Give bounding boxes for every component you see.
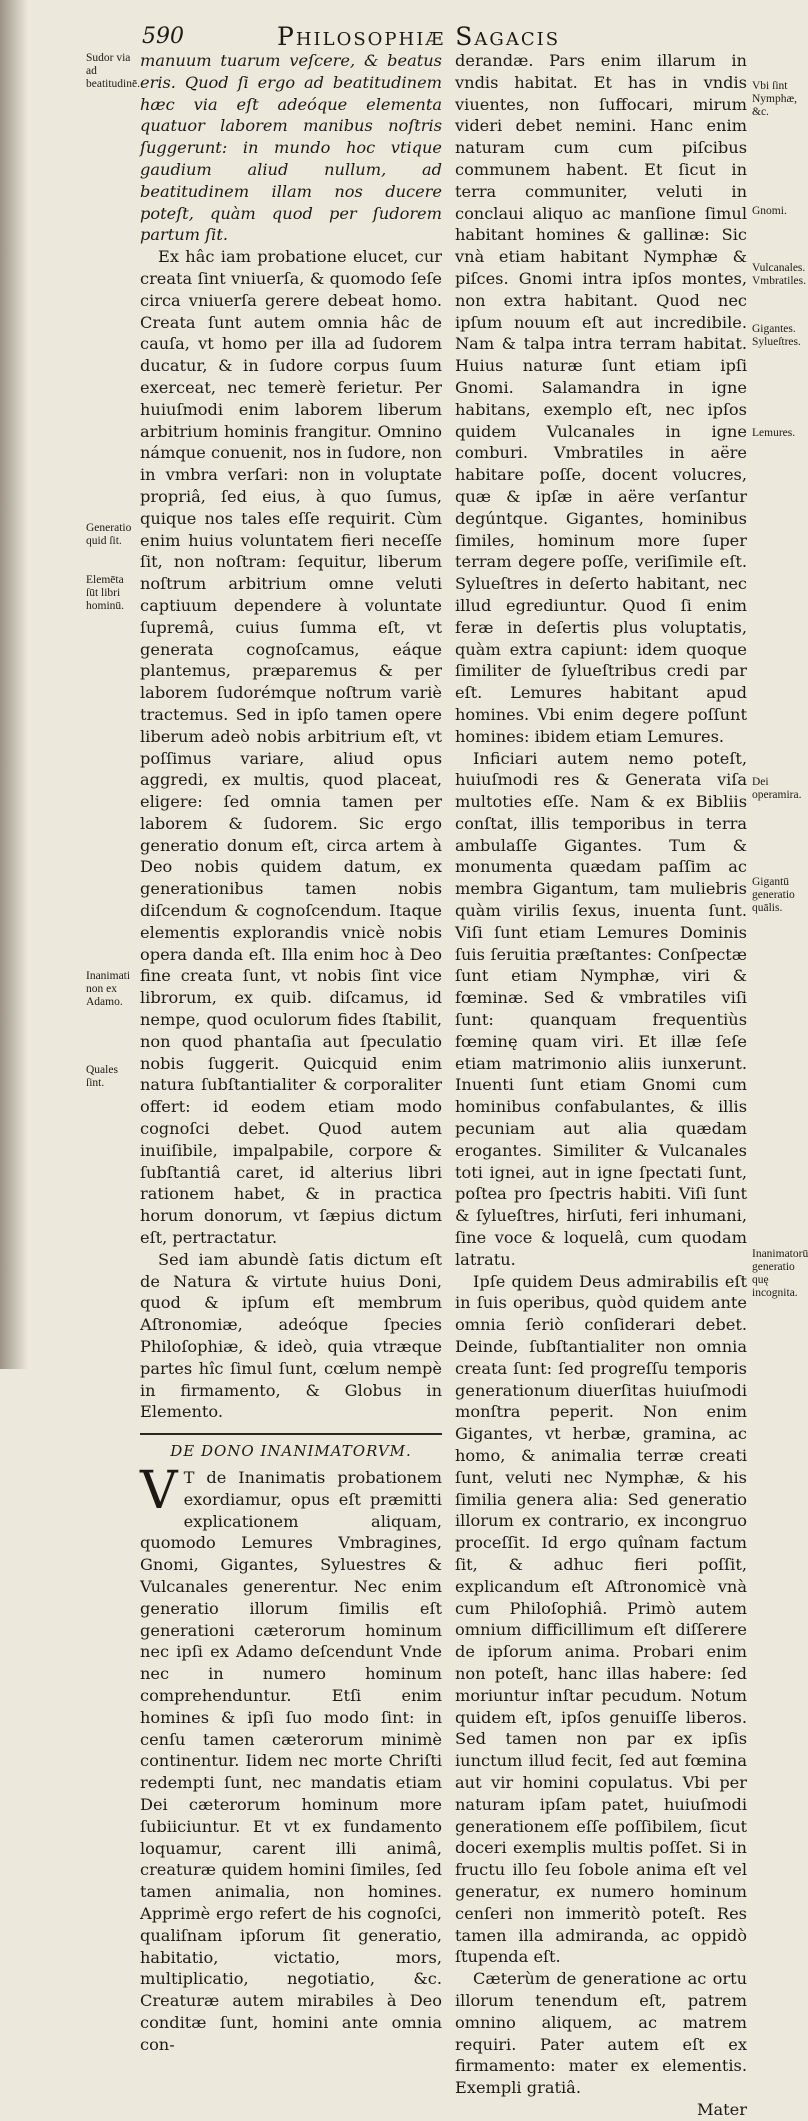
margin-note: Gnomi. xyxy=(752,205,787,217)
right-column xyxy=(455,50,747,2121)
margin-note: Quales ſint. xyxy=(86,1064,118,1089)
margin-note: Gigantū generatio quālis. xyxy=(752,876,795,914)
margin-note: Sudor via ad beatitudinē. xyxy=(86,52,140,90)
paragraph: manuum tuarum veſcere, & beatus eris. Quod ſi ergo ad beatitudinem hæc via eſt adeóque elementa quatuor laborem manibus noſtris ſuggerunt: in mundo hoc vtique gaudium aliud nullum, ad beatitudinem illam nos ducere poteſt, quàm quod per ſudorem partum ſit. xyxy=(140,51,442,245)
paragraph: Sed iam abundè ſatis dictum eſt de Natura & virtute huius Doni, quod & ipſum eſt membrum Aſtronomiæ, adeóque ſpecies Philoſophiæ, & ideò, quia vtræque partes hîc ſimul ſunt, cœlum nempè in firmamento, & Globus in Elemento. xyxy=(140,1249,442,1422)
paragraph: V T de Inanimatis probationem exordiamur, opus eſt præmitti explicationem aliquam, quomodo Lemures Vmbragines, Gnomi, Gigantes, Syluestres & Vulcanales generentur. Nec enim generatio illorum ſimilis eſt generationi cæterorum hominum nec ipſi ex Adamo deſcendunt Vnde nec in numero hominum comprehenduntur. Etſi enim homines & ipſi ſuo modo ſint: in cenſu tamen cæterorum minimè continentur. Iidem nec morte Chriſti redempti ſunt, nec mandatis etiam Dei cæterorum hominum more ſubiiciuntur. Et vt ex fundamento loquamur, carent illi animâ, creaturæ quidem homini ſimiles, ſed tamen animalia, non homines. Apprimè ergo refert de his cognoſci, qualiſnam ipſorum ſit generatio, habitatio, victatio, mors, multiplicatio, negotiatio, &c. Creaturæ autem mirabiles à Deo conditæ ſunt, homini ante omnia con- xyxy=(140,1461,442,2054)
drop-cap: V xyxy=(140,1461,178,1521)
paragraph: Inficiari autem nemo poteſt, huiuſmodi res & Generata viſa multoties eſſe. Nam & ex Bibliis conſtat, illis temporibus in terra ambulaſſe Gigantes. Tum & monumenta quædam paſſim ac membra Gigantum, tam muliebris quàm virilis ſexus, inuenta ſunt. Viſi ſunt etiam Lemures Dominis ſuis ſeruitia præſtantes: Conſpectæ ſunt etiam Nymphæ, viri & fœminæ. Sed & vmbratiles viſi ſunt: quanquam frequentiùs fœminę quam viri. Et illæ ſeſe etiam matrimonio aliis iunxerunt. Inuenti ſunt etiam Gnomi cum hominibus confabulantes, & illis pecuniam aut alia quædam erogantes. Similiter & Vulcanales toti ignei, aut in igne ſpectati ſunt, poſtea pro ſpectris habiti. Viſi ſunt & ſylueſtres, hirſuti, feri inhumani, ſine voce & loquelâ, cum quodam latratu. xyxy=(455,748,747,1269)
margin-note: Generatio quid ſit. xyxy=(86,522,132,547)
margin-note: Elemēta ſūt libri hominū. xyxy=(86,574,125,612)
page-number: 590 xyxy=(142,24,184,49)
page-gutter-shadow xyxy=(0,0,28,1369)
paragraph: Cæterùm de generatione ac ortu illorum tenendum eſt, patrem omnino aliquem, ac matrem requiri. Pater autem eſt ex firmamento: mater ex elementis. Exempli gratiâ. xyxy=(455,1969,747,2098)
running-head: Philosophiæ Sagacis xyxy=(277,22,561,51)
section-rule xyxy=(140,1433,442,1435)
page-header xyxy=(142,20,742,54)
margin-note: Vbi ſint Nymphæ, &c. xyxy=(752,80,798,118)
margin-note: Inanimatorū generatio quę incognita. xyxy=(752,1248,808,1299)
margin-note: Inanimati non ex Adamo. xyxy=(86,970,131,1008)
left-column xyxy=(140,50,442,2056)
margin-note: Gigantes. Sylueſtres. xyxy=(752,323,801,348)
paragraph: Ipſe quidem Deus admirabilis eſt in ſuis operibus, quòd quidem ante omnia ſeriò conſiderari debet. Deinde, ſubſtantialiter non omnia creata ſunt: ſed progreſſu temporis generationum diuerſitas huiuſmodi monſtra peperit. Non enim Gigantes, vt herbæ, gramina, ac homo, & animalia terræ creati ſunt, veluti nec Nymphæ, & his ſimilia genera alia: Sed generatio illorum ex contrario, ex incongruo proceſſit. Id ergo quînam factum ſit, & adhuc fieri poſſit, explicandum eſt Aſtronomicè vnà cum Philoſophiâ. Primò autem omnium difficillimum eſt diſſerere de ipſorum anima. Probari enim non poteſt, hanc illas habere: ſed moriuntur inſtar pecudum. Notum quidem eſt, ipſos genuiſſe liberos. Sed tamen non par ex ipſis iunctum illud fecit, ſed aut fœmina aut vir homini copulatus. Vbi per naturam ipſam patet, huiuſmodi generationem eſſe poſſibilem, ſicut doceri exemplis multis poſſet. Si in fructu illo ſeu ſobole anima eſt vel generatur, ex numero hominum cenſeri non immeritò poteſt. Res tamen illa admiranda, ac oppidò ſtupenda eſt. xyxy=(455,1271,747,1967)
section-heading: DE DONO INANIMATORVM. xyxy=(170,1442,412,1461)
paragraph: Ex hâc iam probatione elucet, cur creata ſint vniuerſa, & quomodo ſeſe circa vniuerſa gerere debeat homo. Creata ſunt autem omnia hâc de cauſa, vt homo per illa ad ſudorem ducatur, & in ſudore corpus ſuum exerceat, nec temerè ferietur. Per huiuſmodi enim laborem liberum arbitrium hominis frangitur. Omnino námque conuenit, nos in ſudore, non in vmbra verſari: non in voluptate propriâ, ſed eius, à quo ſumus, quique nos tales eſſe requirit. Cùm enim huius voluntatem fieri neceſſe ſit, non noſtram: ſequitur, liberum noſtrum arbitrium omne veluti captiuum dependere à voluntate ſupremâ, cuius ſumma eſt, vt generata cognoſcamus, eáque plantemus, præparemus & per laborem ſudorémque noſtrum variè tractemus. Sed in ipſo tamen opere liberum adeò nobis arbitrium eſt, vt poſſimus variare, aliud opus aggredi, ex multis, quod placeat, eligere: ſed omnia tamen per laborem & ſudorem. Sic ergo generatio donum eſt, circa artem à Deo nobis quidem datum, ex generationibus tamen nobis diſcendum & cognoſcendum. Itaque elementis explorandis vnicè nobis opera danda eſt. Illa enim hoc à Deo fine creata ſunt, vt nobis ſint vice librorum, ex quib. diſcamus, id nempe, quod oculorum fides ſtabilit, non quod phantaſia aut ſpeculatio nobis ſuggerit. Quicquid enim natura ſubſtantialiter & corporaliter offert: id eodem etiam modo cognoſci debet. Quod autem inuiſibile, impalpabile, corpore & ſubſtantiâ caret, id alterius libri rationem habet, & in practica horum donorum, vt ſæpius dictum eſt, pertractatur. xyxy=(140,247,442,1248)
margin-note: Lemures. xyxy=(752,427,796,439)
paragraph: derandæ. Pars enim illarum in vndis habitat. Et has in vndis viuentes, non ſuffocari, mirum videri debet nemini. Hanc enim naturam cum cum piſcibus communem habent. Et ſicut in terra communiter, veluti in conclaui aliquo ac manſione ſimul habitant homines & gallinæ: Sic vnà etiam habitant Nymphæ & piſces. Gnomi intra ipſos montes, non extra habitant. Quod nec ipſum nouum eſt aut incredibile. Nam & talpa intra terram habitat. Huius naturæ ſunt etiam ipſi Gnomi. Salamandra in igne habitans, exemplo eſt, nec ipſos quidem Vulcanales in igne comburi. Vmbratiles in aëre habitare poſſe, docent volucres, quæ & ipſæ in aëre verſantur degúntque. Gigantes, hominibus ſimiles, hominum more ſuper terram degere poſſe, veriſimile eſt. Sylueſtres in deſerto habitant, nec illud egrediuntur. Quod ſi enim feræ in deſertis plus voluptatis, quàm extra capiunt: idem quoque ſimiliter de ſylueſtribus credi par eſt. Lemures habitant apud homines. Vbi enim degere poſſunt homines: ibidem etiam Lemures. xyxy=(455,51,747,746)
catchword: Mater xyxy=(696,2099,747,2119)
margin-note: Dei operamira. xyxy=(752,776,802,801)
margin-note: Vulcanales. Vmbratiles. xyxy=(752,262,806,287)
